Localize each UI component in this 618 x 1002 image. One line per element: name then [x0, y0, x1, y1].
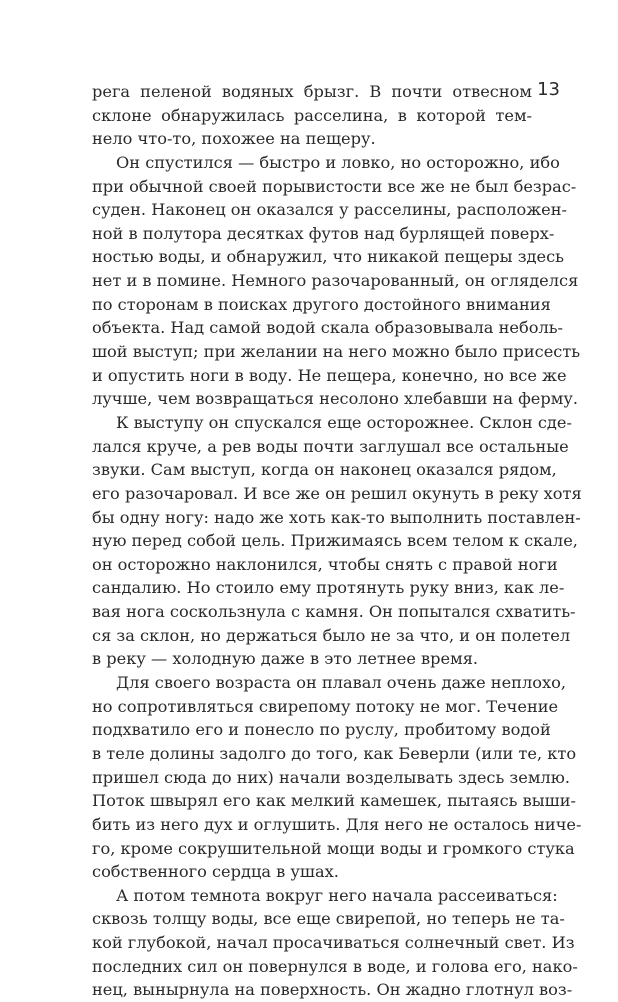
text-line: нет и в помине. Немного разочарованный, он огляделся — [92, 271, 579, 291]
text-line: ностью воды, и обнаружил, что никакой пещеры здесь — [92, 247, 564, 267]
text-line: сквозь толщу воды, все еще свирепой, но теперь не та- — [92, 909, 565, 929]
text-line: при обычной своей порывистости все же не был безрас- — [92, 176, 577, 196]
text-line: по сторонам в поисках другого достойного внимания — [92, 294, 551, 314]
paragraph — [92, 151, 581, 411]
text-line: суден. Наконец он оказался у расселины, расположен- — [92, 200, 567, 220]
text-line: го, кроме сокрушительной мощи воды и громкого стука — [92, 838, 575, 858]
text-line: он осторожно наклонился, чтобы снять с правой ноги — [92, 554, 558, 574]
text-line: Поток швырял его как мелкий камешек, пытаясь выши- — [92, 791, 576, 811]
text-line: склоне обнаружилась расселина, в которой тем- — [92, 105, 532, 125]
text-line: рега пеленой водяных брызг. В почти отвесном — [92, 82, 532, 101]
text-line: кой глубокой, начал просачиваться солнечный свет. Из — [92, 933, 575, 953]
paragraph — [92, 671, 582, 884]
text-line: А потом темнота вокруг него начала рассеиваться: — [116, 885, 558, 905]
text-line: но сопротивляться свирепому потоку не мог. Течение — [92, 696, 559, 716]
text-line: ной в полутора десятках футов над бурлящей поверх- — [92, 223, 555, 243]
paragraph — [92, 411, 582, 671]
text-line: в теле долины задолго до того, как Беверли (или те, кто — [92, 743, 577, 763]
text-line: пришел сюда до них) начали возделывать здесь землю. — [92, 767, 570, 787]
text-line: К выступу он спускался еще осторожнее. Склон сде- — [116, 412, 572, 432]
text-line: в реку — холодную даже в это летнее время. — [92, 649, 479, 669]
text-line: бить из него дух и оглушить. Для него не осталось ниче- — [92, 814, 582, 834]
paragraph — [92, 884, 578, 1002]
text-line: ную перед собой цель. Прижимаясь всем телом к скале, — [92, 531, 578, 551]
text-line: и опустить ноги в воду. Не пещера, конечно, но все же — [92, 365, 567, 385]
text-line: нец, вынырнула на поверхность. Он жадно глотнул воз- — [92, 980, 573, 1000]
text-line: сандалию. Но стоило ему протянуть руку вниз, как ле- — [92, 578, 565, 598]
paragraph — [92, 80, 532, 151]
text-line: ся за склон, но держаться было не за что, и он полетел — [92, 625, 571, 645]
page-number: 13 — [537, 79, 560, 100]
text-line: звуки. Сам выступ, когда он наконец оказался рядом, — [92, 460, 557, 480]
text-line: нело что-то, похожее на пещеру. — [92, 129, 376, 149]
text-line: лался круче, а рев воды почти заглушал все остальные — [92, 436, 569, 456]
text-line: бы одну ногу: надо же хоть как-то выполнить поставлен- — [92, 507, 581, 527]
text-line: объекта. Над самой водой скала образовывала неболь- — [92, 318, 564, 338]
text-line: Он спустился — быстро и ловко, но осторожно, ибо — [116, 152, 560, 172]
text-line: последних сил он повернулся в воде, и голова его, нако- — [92, 956, 578, 976]
text-line: лучше, чем возвращаться несолоно хлебавши на ферму. — [92, 389, 578, 409]
text-line: подхватило его и понесло по руслу, пробитому водой — [92, 720, 551, 740]
text-line: шой выступ; при желании на него можно было присесть — [92, 342, 581, 362]
text-line: его разочаровал. И все же он решил окунуть в реку хотя — [92, 483, 582, 503]
text-line: Для своего возраста он плавал очень даже неплохо, — [116, 673, 567, 693]
text-line: собственного сердца в ушах. — [92, 862, 339, 882]
text-line: вая нога соскользнула с камня. Он попытался схватить- — [92, 602, 576, 622]
